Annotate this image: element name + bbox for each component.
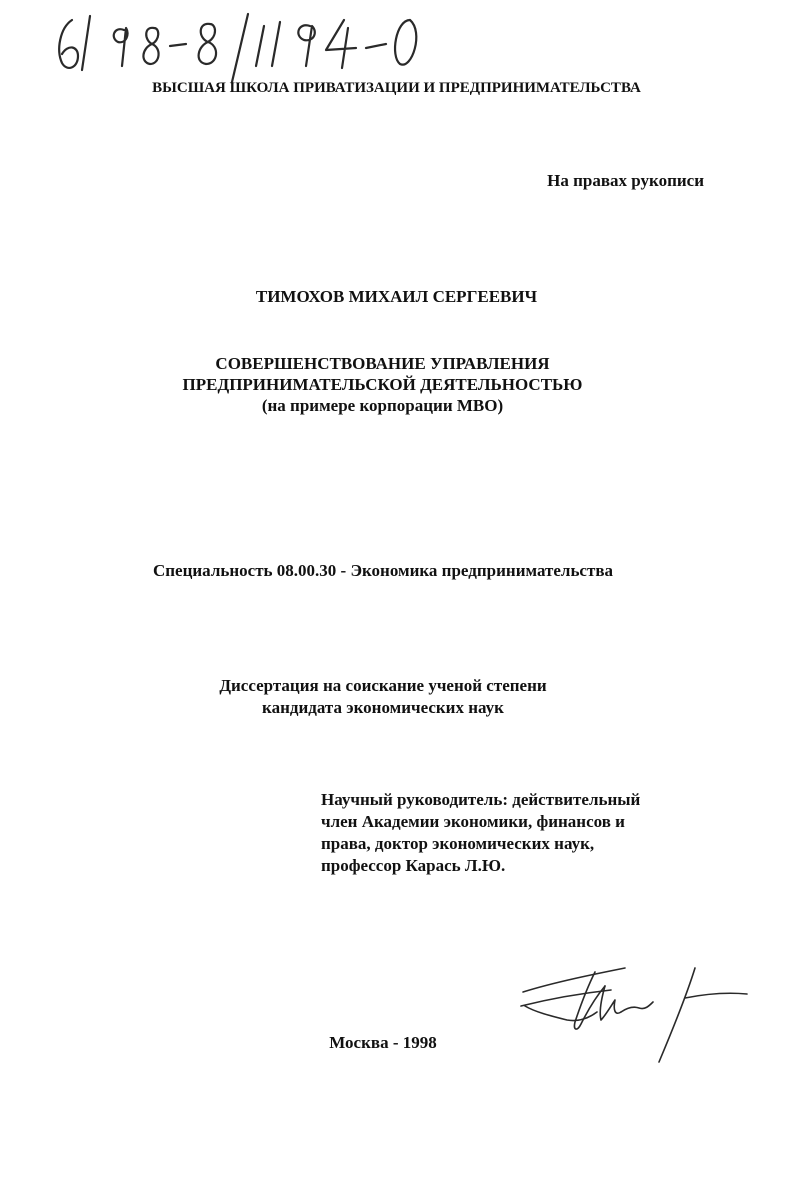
dissertation-title xyxy=(0,353,765,416)
title-line-2: ПРЕДПРИНИМАТЕЛЬСКОЙ ДЕЯТЕЛЬНОСТЬЮ xyxy=(182,375,583,394)
supervisor-line-4: профессор Карась Л.Ю. xyxy=(321,856,506,875)
supervisor-line-2: член Академии экономики, финансов и xyxy=(321,812,625,831)
author-name: ТИМОХОВ МИХАИЛ СЕРГЕЕВИЧ xyxy=(255,287,538,306)
supervisor-line-1: Научный руководитель: действительный xyxy=(321,790,641,809)
handwritten-archive-number xyxy=(52,8,432,88)
institution-name: ВЫСШАЯ ШКОЛА ПРИВАТИЗАЦИИ И ПРЕДПРИНИМАТЕЛЬСТВА xyxy=(152,80,641,96)
degree-statement xyxy=(0,675,766,719)
title-subtitle: (на примере корпорации МВО) xyxy=(261,396,504,415)
title-line-1: СОВЕРШЕНСТВОВАНИЕ УПРАВЛЕНИЯ xyxy=(215,354,550,373)
scientific-supervisor xyxy=(321,789,721,877)
city-year: Москва - 1998 xyxy=(329,1033,437,1052)
supervisor-line-3: права, доктор экономических наук, xyxy=(321,834,595,853)
handwritten-signature xyxy=(515,960,755,1070)
specialty: Специальность 08.00.30 - Экономика предпринимательства xyxy=(152,561,614,580)
rights-note: На правах рукописи xyxy=(547,171,704,190)
degree-line-1: Диссертация на соискание ученой степени xyxy=(219,676,547,695)
degree-line-2: кандидата экономических наук xyxy=(262,698,504,717)
